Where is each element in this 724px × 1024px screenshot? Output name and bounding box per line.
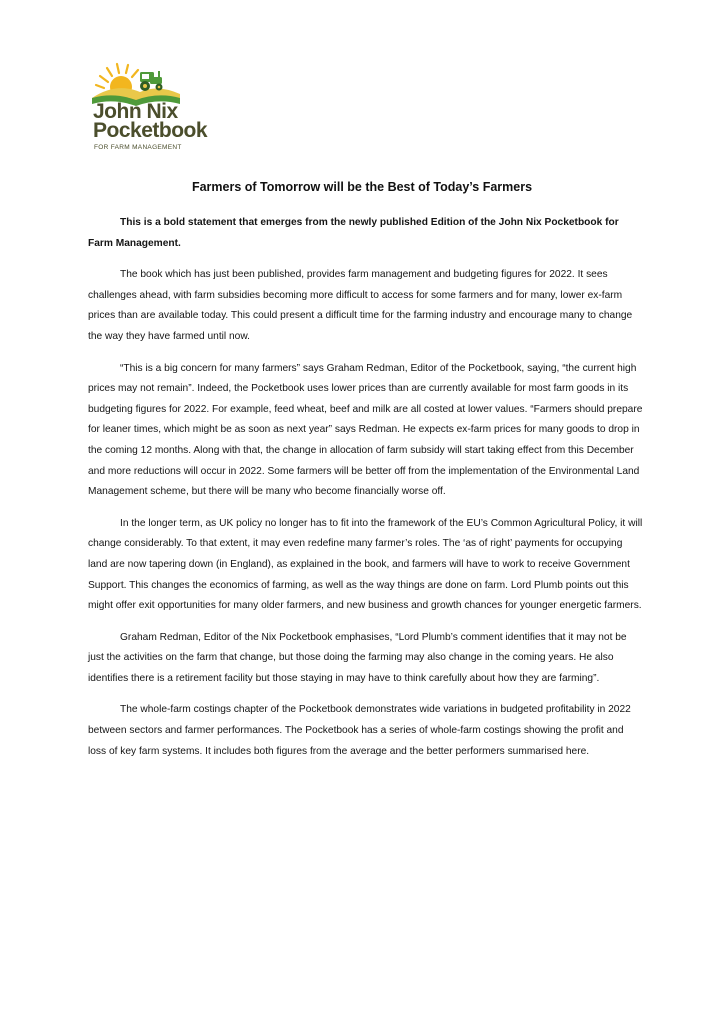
logo-line-2: Pocketbook (93, 119, 208, 142)
page-title: Farmers of Tomorrow will be the Best of Today’s Farmers (191, 180, 533, 194)
paragraph: “This is a big concern for many farmers” says Graham Redman, Editor of the Pocketbook, saying, “the current high prices may not remain”. Indeed, the Pocketbook uses lower prices than are currently available for most farm goods in its budgeting figures for 2022. For example, feed wheat, beef and milk are all costed at lower values. “Farmers should prepare for leaner times, which might be as soon as next year” says Redman. He expects ex-farm prices for many goods to drop in the coming 12 months. Along with that, the change in allocation of farm subsidy will start taking effect from this December and more reductions will occur in 2022. Some farmers will be better off from the implementation of the Environmental Land Management scheme, but there will be many who become financially worse off. (88, 362, 643, 498)
paragraph: The whole-farm costings chapter of the Pocketbook demonstrates wide variations in budgeted profitability in 2022 between sectors and farmer performances. The Pocketbook has a series of whole-farm costings showing the profit and loss of key farm systems. It includes both figures from the average and the better performers summarised here. (88, 704, 631, 757)
logo-wordmark (93, 100, 208, 142)
logo (88, 60, 208, 156)
logo-line-1: John Nix (93, 100, 178, 123)
lead-paragraph: This is a bold statement that emerges from the newly published Edition of the John Nix Pocketbook for Farm Management. (88, 217, 619, 249)
article-body (88, 213, 644, 773)
paragraph: Graham Redman, Editor of the Nix Pocketbook emphasises, “Lord Plumb’s comment identifies that it may not be just the activities on the farm that change, but those doing the farming may also change in the coming years. He also identifies there is a retirement facility but those staying in may have to think carefully about how they are farming”. (88, 631, 627, 684)
paragraph: The book which has just been published, provides farm management and budgeting figures for 2022. It sees challenges ahead, with farm subsidies becoming more difficult to access for some farmers and for many, lower ex-farm prices than are available today. This could present a difficult time for the farming industry and encourage many to change the way they have farmed until now. (88, 269, 633, 342)
logo-tagline: FOR FARM MANAGEMENT (94, 144, 182, 151)
paragraph: In the longer term, as UK policy no longer has to fit into the framework of the EU’s Common Agricultural Policy, it will change considerably. To that extent, it may even redefine many farmer’s roles. The ‘as of right’ payments for occupying land are now tapering down (in England), as explained in the book, and farmers will have to work to receive Government Support. This changes the economics of farming, as well as the way things are done on farm. Lord Plumb points out this might offer exit opportunities for many older farmers, and new business and growth chances for younger energetic farmers. (88, 517, 643, 612)
